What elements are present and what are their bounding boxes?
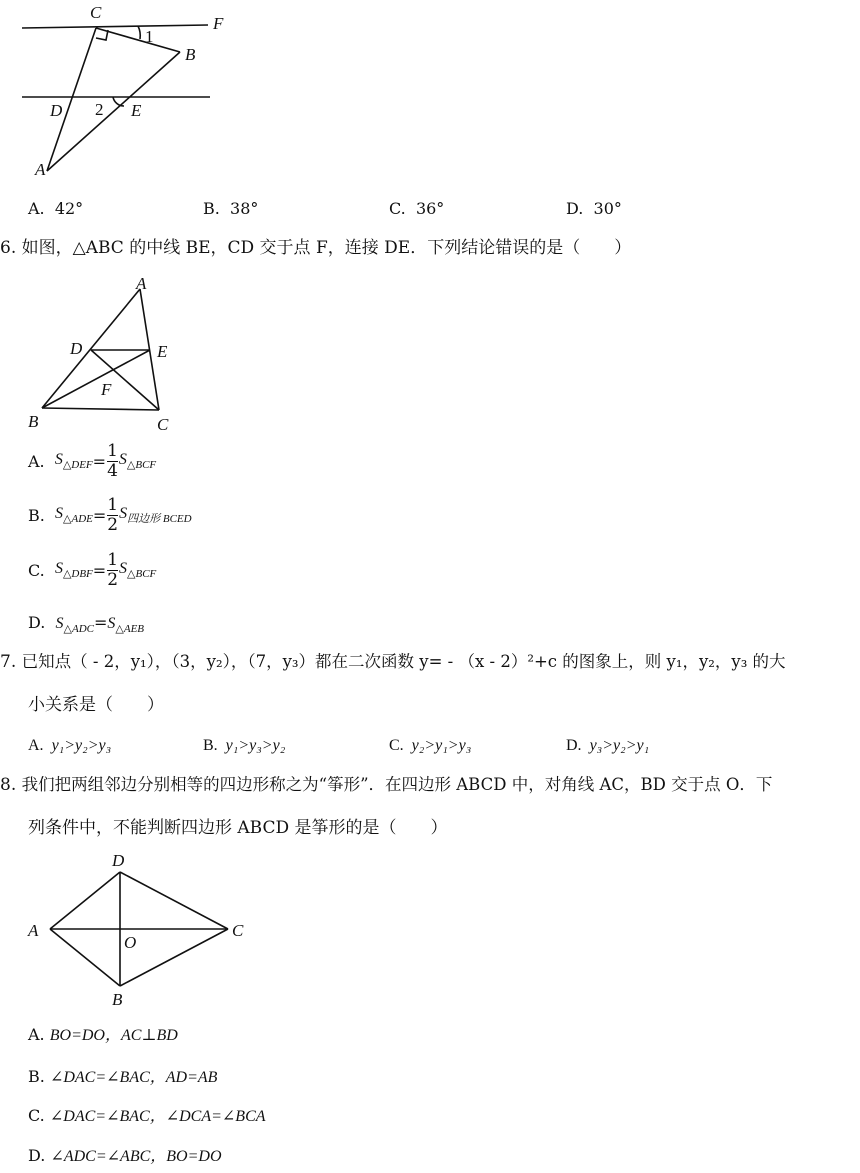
- option-text: 30°: [593, 199, 622, 218]
- q6-label-d: D: [70, 339, 83, 358]
- option-letter: C.: [28, 1106, 45, 1125]
- q5-label-e: E: [131, 101, 142, 120]
- option-letter: A.: [28, 199, 45, 218]
- q6-label-a: A: [136, 274, 147, 293]
- question-text: 已知点（ - 2，y₁），（3，y₂），（7，y₃）都在二次函数 y= - （x - 2）²+c 的图象上，则 y₁，y₂，y₃ 的大: [21, 652, 786, 671]
- q6-figure: [0, 270, 200, 430]
- area-symbol: S: [118, 451, 127, 469]
- area-subscript: △BCF: [127, 568, 157, 581]
- numerator: 1: [107, 495, 119, 515]
- angle-1-arc: [138, 26, 140, 39]
- question-text: 我们把两组邻边分别相等的四边形称之为“筝形”．在四边形 ABCD 中，对角线 AC，BD 交于点 O．下: [21, 775, 773, 794]
- q6-label-e: E: [157, 342, 168, 361]
- question-number: 8.: [0, 775, 17, 795]
- option-letter: C.: [28, 561, 45, 580]
- fraction: [107, 497, 118, 534]
- q5-option-a[interactable]: [28, 199, 83, 218]
- segment-be: [42, 350, 150, 408]
- q8-figure: [0, 850, 260, 1010]
- area-symbol: S: [55, 505, 64, 523]
- option-letter: D.: [566, 737, 582, 754]
- q5-label-1: 1: [145, 27, 154, 46]
- option-text: 38°: [230, 199, 259, 218]
- q5-label-b: B: [185, 45, 196, 64]
- q5-option-d[interactable]: [566, 199, 622, 218]
- option-text: 42°: [54, 199, 84, 218]
- q8-label-d: D: [112, 851, 125, 870]
- q8-option-d[interactable]: [28, 1143, 222, 1166]
- q5-label-f: F: [213, 14, 224, 33]
- equals-sign: =: [92, 452, 107, 471]
- option-letter: A.: [28, 452, 45, 471]
- segment-bc: [42, 408, 159, 410]
- area-symbol: S: [54, 560, 63, 578]
- area-subscript: △DEF: [62, 459, 93, 472]
- q5-label-a: A: [35, 160, 46, 179]
- option-letter: C.: [389, 737, 404, 754]
- q8-stem-line1: [0, 777, 772, 794]
- q5-figure: [0, 0, 240, 180]
- q7-option-d[interactable]: [566, 737, 649, 755]
- q8-label-a: A: [28, 921, 39, 940]
- area-symbol: S: [119, 560, 128, 578]
- fraction: [107, 552, 118, 589]
- option-letter: B.: [203, 199, 220, 218]
- q8-option-a[interactable]: [28, 1022, 178, 1045]
- area-subscript: △ADE: [63, 513, 93, 526]
- option-letter: B.: [28, 506, 45, 525]
- option-letter: D.: [28, 613, 46, 632]
- numerator: 1: [107, 441, 118, 461]
- question-number: 6.: [0, 238, 17, 258]
- q8-stem-line2: 列条件中，不能判断四边形 ABCD 是筝形的是（ ）: [28, 818, 448, 838]
- q8-option-c[interactable]: [28, 1103, 266, 1126]
- denominator: 2: [107, 515, 119, 535]
- area-subscript: 四边形 BCED: [127, 513, 192, 526]
- area-symbol: S: [54, 451, 63, 469]
- q5-label-c: C: [90, 3, 102, 22]
- option-text: ∠DAC=∠BAC，∠DCA=∠BCA: [49, 1108, 266, 1125]
- q6-option-b[interactable]: [28, 497, 192, 534]
- q8-label-o: O: [124, 933, 137, 952]
- q7-option-a[interactable]: [28, 737, 111, 755]
- q6-label-b: B: [28, 412, 39, 431]
- q7-stem-line1: [0, 654, 786, 671]
- equals-sign: =: [92, 506, 107, 525]
- segment-ad: [50, 872, 120, 929]
- option-text: ∠DAC=∠BAC，AD=AB: [49, 1069, 218, 1086]
- numerator: 1: [107, 550, 119, 570]
- option-text: y₁>y₂>y₃: [51, 737, 112, 754]
- area-subscript: △DBF: [62, 568, 93, 581]
- q5-label-2: 2: [95, 100, 104, 119]
- option-text: ∠ADC=∠ABC，BO=DO: [50, 1148, 222, 1165]
- question-text: 如图，△ABC 的中线 BE，CD 交于点 F，连接 DE．下列结论错误的是（ ）: [21, 238, 632, 258]
- q6-option-d[interactable]: [28, 613, 144, 635]
- option-letter: D.: [28, 1146, 46, 1165]
- segment-ab: [42, 289, 140, 408]
- option-letter: B.: [28, 1067, 45, 1086]
- q5-option-b[interactable]: [203, 199, 258, 218]
- option-letter: B.: [203, 737, 218, 754]
- segment-cb: [96, 28, 180, 52]
- q6-option-c[interactable]: [28, 552, 156, 589]
- line-cf: [22, 25, 208, 28]
- area-subscript: △AEB: [115, 623, 145, 636]
- fraction: [107, 443, 118, 480]
- area-subscript: △BCF: [126, 459, 157, 472]
- option-text: y₂>y₁>y₃: [411, 737, 472, 754]
- segment-ba: [50, 929, 120, 986]
- option-text: y₃>y₂>y₁: [589, 737, 650, 754]
- q7-stem-line2: 小关系是（ ）: [28, 695, 164, 715]
- q7-option-c[interactable]: [389, 737, 471, 755]
- option-letter: D.: [566, 199, 584, 218]
- area-symbol: S: [119, 504, 128, 522]
- segment-dc: [120, 872, 228, 929]
- equals-sign: =: [93, 613, 108, 632]
- equals-sign: =: [92, 561, 107, 580]
- q6-option-a[interactable]: [28, 443, 156, 480]
- q8-label-c: C: [232, 921, 244, 940]
- q8-label-b: B: [112, 990, 123, 1009]
- q8-option-b[interactable]: [28, 1064, 217, 1087]
- question-number: 7.: [0, 652, 17, 672]
- q5-option-c[interactable]: [389, 199, 444, 218]
- option-text: BO=DO，AC⊥BD: [49, 1027, 178, 1044]
- denominator: 4: [107, 461, 118, 481]
- area-subscript: △ADC: [63, 623, 94, 636]
- option-text: 36°: [415, 199, 445, 218]
- denominator: 2: [107, 570, 119, 590]
- q5-label-d: D: [50, 101, 63, 120]
- option-letter: A.: [28, 737, 44, 754]
- q6-label-c: C: [157, 415, 169, 434]
- q6-label-f: F: [101, 380, 112, 399]
- option-letter: C.: [389, 199, 406, 218]
- option-text: y₁>y₃>y₂: [225, 737, 286, 754]
- option-letter: A.: [28, 1025, 45, 1044]
- q6-stem: [0, 240, 631, 257]
- area-symbol: S: [55, 615, 64, 632]
- q7-option-b[interactable]: [203, 737, 285, 755]
- area-symbol: S: [107, 615, 116, 632]
